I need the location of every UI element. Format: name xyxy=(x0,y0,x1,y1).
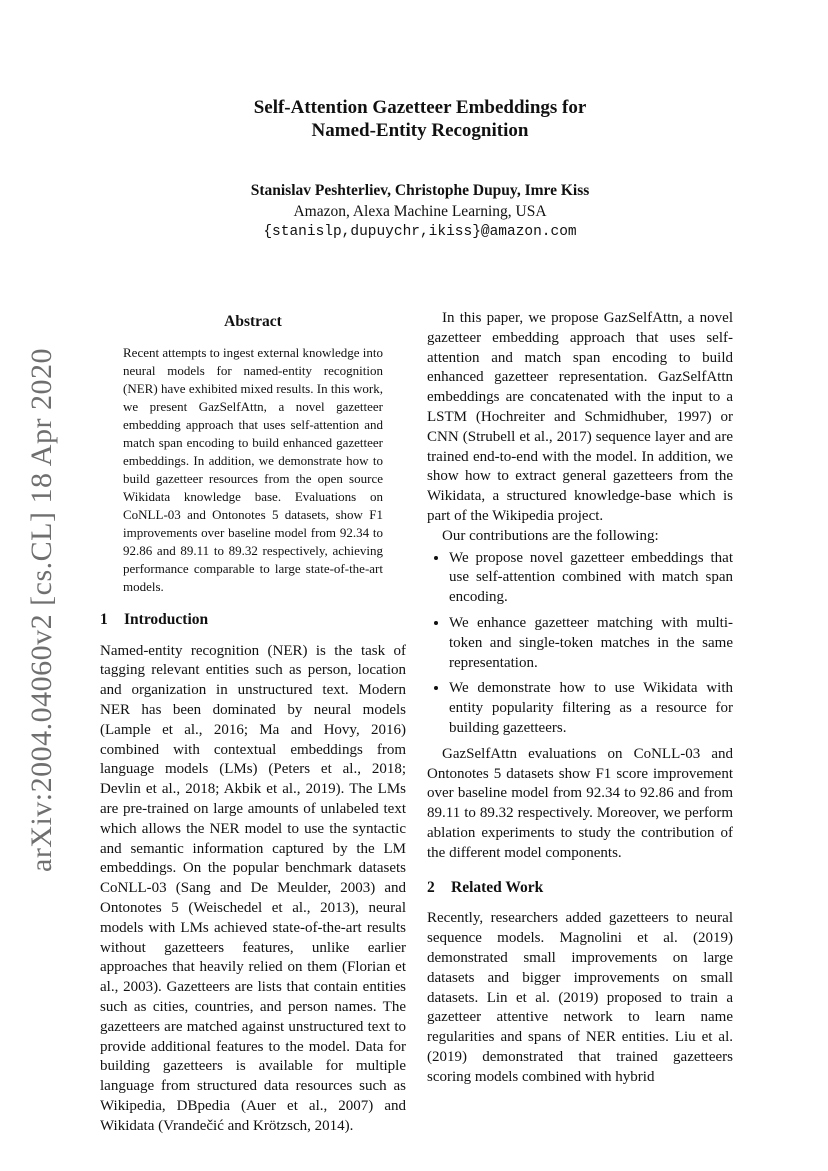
intro-paragraph: Named-entity recognition (NER) is the task of tagging relevant entities such as person, location and organization in unstructured text. Modern NER has been dominated by neural models (Lample et al., 2016; Ma and Hovy, 2016) combined with contextual embeddings from language models (LMs) (Peters et al., 2018; Devlin et al., 2018; Akbik et al., 2019). The LMs are pre-trained on large amounts of unlabeled text which allows the NER model to use the syntactic and semantic information captured by the LM embeddings. On the popular benchmark datasets CoNLL-03 (Sang and De Meulder, 2003) and Ontonotes 5 (Weischedel et al., 2013), neural models with LMs achieved state-of-the-art results without gazetteers features, unlike earlier approaches that heavily relied on them (Florian et al., 2003). Gazetteers are lists that contain entities such as cities, countries, and person names. The gazetteers are matched against unstructured text to provide additional features to the model. Data for building gazetteers is available for multiple language from structured data resources such as Wikipedia, DBpedia (Auer et al., 2007) and Wikidata (Vrandečić and Krötzsch, 2014). xyxy=(100,642,406,1134)
title-line-2: Named-Entity Recognition xyxy=(311,120,529,141)
paper-title xyxy=(160,96,680,142)
body-paragraph: In this paper, we propose GazSelfAttn, a novel gazetteer embedding approach that uses self-attention and match span encoding to build enhanced gazetteer representation. GazSelfAttn embeddings are concatenated with the input to a LSTM (Hochreiter and Schmidhuber, 1997) or CNN (Strubell et al., 2017) sequence layer and are trained end-to-end with the model. In addition, we show how to extract general gazetteers from the Wikidata, a structured knowledge-base which is part of the Wikipedia project. xyxy=(427,310,733,524)
list-item: • We propose novel gazetteer embeddings that use self-attention combined with match span encoding. xyxy=(449,549,733,608)
section-number: 2 xyxy=(427,878,435,896)
section-heading-related-work xyxy=(427,878,733,898)
list-item: • We demonstrate how to use Wikidata with entity popularity filtering as a resource for building gazetteers. xyxy=(449,679,733,738)
section-heading-introduction xyxy=(100,610,406,630)
abstract-text: Recent attempts to ingest external knowledge into neural models for named-entity recognition (NER) have exhibited mixed results. In this work, we present GazSelfAttn, a novel gazetteer embedding approach that uses self-attention and match span encoding to build enhanced gazetteer embeddings. In addition, we demonstrate how to build gazetteer resources from the open source Wikidata knowledge base. Evaluations on CoNLL-03 and Ontonotes 5 datasets, show F1 improvements over baseline model from 92.34 to 92.86 and 89.11 to 89.32 respectively, achieving performance comparable to large state-of-the-art models. xyxy=(123,344,383,594)
author-email: {stanislp,dupuychr,ikiss}@amazon.com xyxy=(263,224,577,240)
author-block xyxy=(140,180,700,243)
arxiv-stamp: arXiv:2004.04060v2 [cs.CL] 18 Apr 2020 xyxy=(25,348,58,872)
right-column xyxy=(427,309,733,1087)
related-paragraph: Recently, researchers added gazetteers to neural sequence models. Magnolini et al. (2019) demonstrated small improvements on large datasets and bigger improvements on small datasets. Lin et al. (2019) proposed to train a gazetteer attentive network to learn name regularities and spans of NER entities. Liu et al. (2019) demonstrated that trained gazetteers scoring models combined with hybrid xyxy=(427,910,733,1085)
title-line-1: Self-Attention Gazetteer Embeddings for xyxy=(253,97,587,118)
author-affiliation: Amazon, Alexa Machine Learning, USA xyxy=(293,203,547,220)
section-number: 1 xyxy=(100,610,108,628)
contributions-lead: Our contributions are the following: xyxy=(442,527,659,544)
list-item: • We enhance gazetteer matching with multi-token and single-token matches in the same representation. xyxy=(449,614,733,673)
section-title: Introduction xyxy=(124,610,209,628)
contributions-list xyxy=(427,549,733,739)
author-names: Stanislav Peshterliev, Christophe Dupuy, Imre Kiss xyxy=(250,182,590,199)
section-title: Related Work xyxy=(451,878,544,896)
results-paragraph: GazSelfAttn evaluations on CoNLL-03 and Ontonotes 5 datasets show F1 score improvement over baseline model from 92.34 to 92.86 and from 89.11 to 89.32 respectively. Moreover, we perform ablation experiments to study the contribution of the different model components. xyxy=(427,745,733,861)
left-column xyxy=(100,309,406,1137)
abstract-heading: Abstract xyxy=(224,313,282,330)
